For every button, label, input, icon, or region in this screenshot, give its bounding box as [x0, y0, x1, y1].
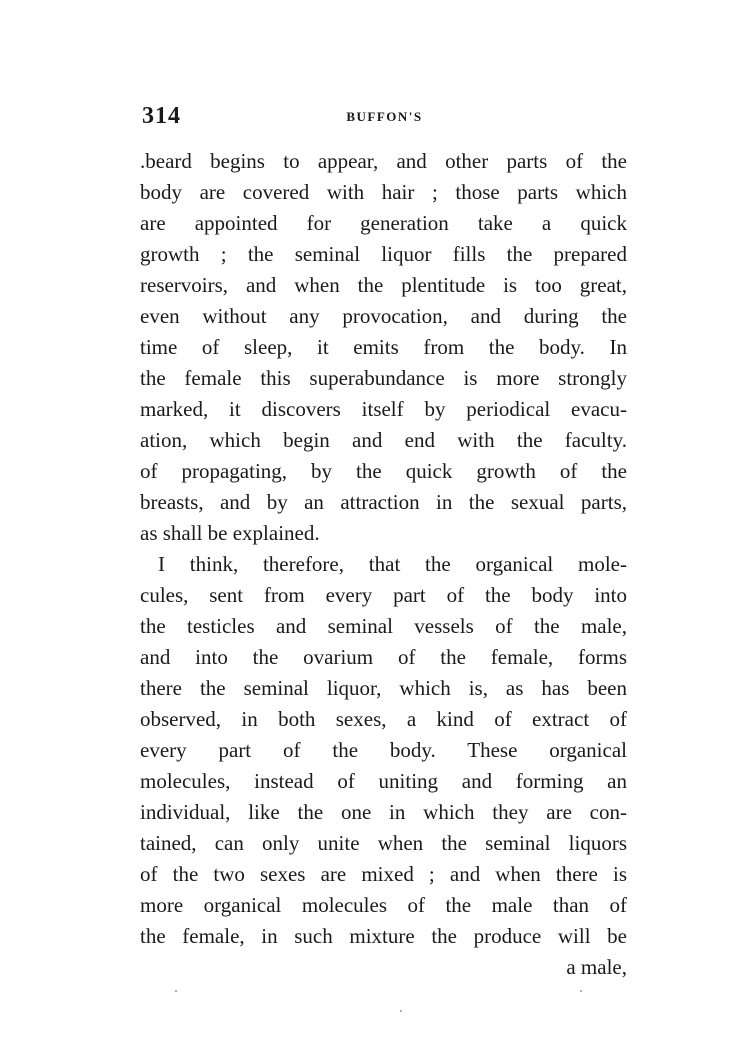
running-head: BUFFON'S [346, 109, 423, 124]
text-line: molecules, instead of uniting and forming an [140, 769, 627, 793]
text-line: tained, can only unite when the seminal liquors [140, 831, 627, 855]
text-line: as shall be explained. [140, 521, 320, 545]
body-text [140, 146, 627, 983]
text-line: the female this superabundance is more strongly [140, 366, 627, 390]
text-line: even without any provocation, and during the [140, 304, 627, 328]
text-line: every part of the body. These organical [140, 738, 627, 762]
page-number: 314 [142, 103, 181, 129]
catchword: a male, [566, 955, 627, 979]
text-line: time of sleep, it emits from the body. In [140, 335, 627, 359]
paper-speck [580, 990, 582, 992]
text-line: more organical molecules of the male than of [140, 893, 627, 917]
text-line: individual, like the one in which they are con- [140, 800, 627, 824]
text-line: growth ; the seminal liquor fills the prepared [140, 242, 627, 266]
text-line: of propagating, by the quick growth of the [140, 459, 627, 483]
text-line: observed, in both sexes, a kind of extract of [140, 707, 627, 731]
paper-speck [400, 1010, 402, 1012]
text-line: the testicles and seminal vessels of the male, [140, 614, 627, 638]
text-line: breasts, and by an attraction in the sexual parts, [140, 490, 627, 514]
paper-speck [175, 990, 177, 992]
text-line: the female, in such mixture the produce will be [140, 924, 627, 948]
text-line: are appointed for generation take a quick [140, 211, 627, 235]
text-line: reservoirs, and when the plentitude is too great, [140, 273, 627, 297]
text-line: there the seminal liquor, which is, as has been [140, 676, 627, 700]
text-line: marked, it discovers itself by periodical evacu- [140, 397, 627, 421]
paragraph-start-line: I think, therefore, that the organical mole- [158, 552, 627, 576]
page-header [142, 103, 627, 133]
text-line: .beard begins to appear, and other parts of the [140, 149, 627, 173]
text-line: of the two sexes are mixed ; and when there is [140, 862, 627, 886]
text-line: body are covered with hair ; those parts which [140, 180, 627, 204]
text-line: cules, sent from every part of the body into [140, 583, 627, 607]
text-line: and into the ovarium of the female, forms [140, 645, 627, 669]
text-line: ation, which begin and end with the faculty. [140, 428, 627, 452]
